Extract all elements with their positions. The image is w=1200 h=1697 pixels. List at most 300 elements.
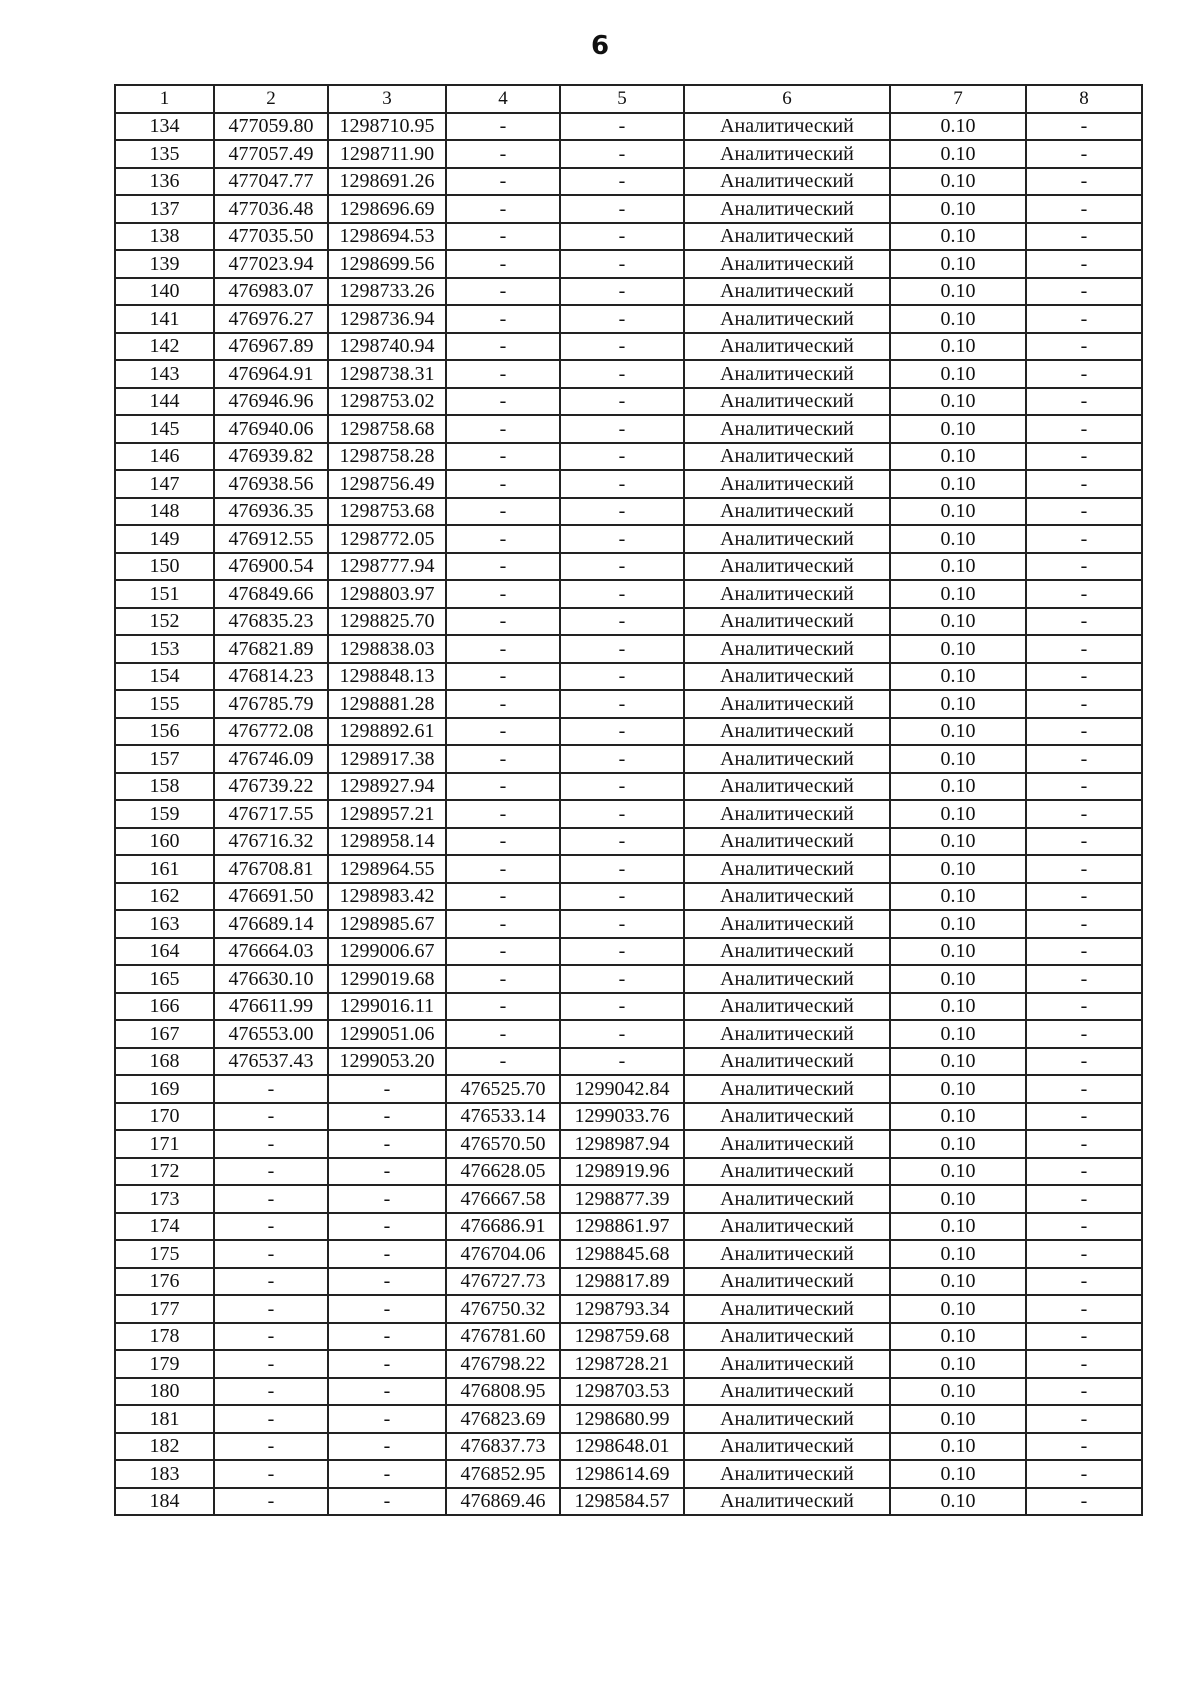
cell-note: - <box>1026 195 1142 223</box>
cell-accuracy: 0.10 <box>890 608 1026 636</box>
cell-x-coordinate-b: - <box>446 223 560 251</box>
cell-x-coordinate-a: 476553.00 <box>214 1020 328 1048</box>
cell-method: Аналитический <box>684 333 890 361</box>
cell-point-number: 178 <box>115 1323 214 1351</box>
cell-x-coordinate-a: 476967.89 <box>214 333 328 361</box>
cell-y-coordinate-a: - <box>328 1405 446 1433</box>
cell-point-number: 135 <box>115 140 214 168</box>
cell-method: Аналитический <box>684 195 890 223</box>
cell-x-coordinate-a: - <box>214 1240 328 1268</box>
cell-accuracy: 0.10 <box>890 360 1026 388</box>
cell-note: - <box>1026 828 1142 856</box>
cell-point-number: 157 <box>115 745 214 773</box>
cell-point-number: 148 <box>115 498 214 526</box>
cell-y-coordinate-b: - <box>560 305 684 333</box>
column-header-8: 8 <box>1026 85 1142 113</box>
cell-method: Аналитический <box>684 883 890 911</box>
cell-y-coordinate-a: - <box>328 1240 446 1268</box>
column-header-5: 5 <box>560 85 684 113</box>
cell-note: - <box>1026 1048 1142 1076</box>
cell-point-number: 158 <box>115 773 214 801</box>
cell-x-coordinate-b: - <box>446 168 560 196</box>
cell-x-coordinate-a: 476537.43 <box>214 1048 328 1076</box>
cell-x-coordinate-b: 476628.05 <box>446 1158 560 1186</box>
cell-y-coordinate-a: 1298848.13 <box>328 663 446 691</box>
cell-accuracy: 0.10 <box>890 938 1026 966</box>
table-row <box>115 1158 1142 1186</box>
cell-y-coordinate-a: 1298758.68 <box>328 415 446 443</box>
cell-note: - <box>1026 443 1142 471</box>
cell-x-coordinate-a: - <box>214 1213 328 1241</box>
cell-point-number: 143 <box>115 360 214 388</box>
cell-x-coordinate-b: 476727.73 <box>446 1268 560 1296</box>
cell-method: Аналитический <box>684 938 890 966</box>
table-row <box>115 1213 1142 1241</box>
cell-y-coordinate-a: 1298753.02 <box>328 388 446 416</box>
cell-note: - <box>1026 1295 1142 1323</box>
cell-x-coordinate-a: 476664.03 <box>214 938 328 966</box>
cell-y-coordinate-b: - <box>560 443 684 471</box>
cell-method: Аналитический <box>684 1460 890 1488</box>
cell-x-coordinate-b: - <box>446 278 560 306</box>
cell-method: Аналитический <box>684 635 890 663</box>
cell-note: - <box>1026 910 1142 938</box>
cell-y-coordinate-a: 1298983.42 <box>328 883 446 911</box>
cell-method: Аналитический <box>684 1240 890 1268</box>
cell-x-coordinate-a: 476940.06 <box>214 415 328 443</box>
cell-x-coordinate-a: 476739.22 <box>214 773 328 801</box>
cell-x-coordinate-b: - <box>446 965 560 993</box>
cell-y-coordinate-b: 1298793.34 <box>560 1295 684 1323</box>
cell-method: Аналитический <box>684 1103 890 1131</box>
cell-x-coordinate-b: - <box>446 333 560 361</box>
cell-accuracy: 0.10 <box>890 1213 1026 1241</box>
cell-accuracy: 0.10 <box>890 965 1026 993</box>
cell-method: Аналитический <box>684 910 890 938</box>
cell-note: - <box>1026 773 1142 801</box>
cell-y-coordinate-b: 1298584.57 <box>560 1488 684 1516</box>
cell-x-coordinate-b: 476823.69 <box>446 1405 560 1433</box>
cell-y-coordinate-b: - <box>560 855 684 883</box>
cell-y-coordinate-b: - <box>560 470 684 498</box>
table-row <box>115 250 1142 278</box>
column-header-1: 1 <box>115 85 214 113</box>
cell-x-coordinate-a: 476746.09 <box>214 745 328 773</box>
cell-y-coordinate-b: - <box>560 1020 684 1048</box>
cell-accuracy: 0.10 <box>890 195 1026 223</box>
cell-accuracy: 0.10 <box>890 388 1026 416</box>
cell-point-number: 142 <box>115 333 214 361</box>
table-row <box>115 1048 1142 1076</box>
cell-y-coordinate-a: 1298699.56 <box>328 250 446 278</box>
table-row <box>115 1405 1142 1433</box>
cell-note: - <box>1026 168 1142 196</box>
cell-y-coordinate-b: - <box>560 113 684 141</box>
cell-x-coordinate-a: 476900.54 <box>214 553 328 581</box>
cell-method: Аналитический <box>684 690 890 718</box>
cell-y-coordinate-b: - <box>560 965 684 993</box>
cell-y-coordinate-a: - <box>328 1103 446 1131</box>
cell-y-coordinate-a: - <box>328 1488 446 1516</box>
cell-y-coordinate-a: 1298957.21 <box>328 800 446 828</box>
cell-point-number: 149 <box>115 525 214 553</box>
table-row <box>115 113 1142 141</box>
table-row <box>115 1103 1142 1131</box>
cell-method: Аналитический <box>684 250 890 278</box>
cell-y-coordinate-a: - <box>328 1460 446 1488</box>
cell-x-coordinate-a: - <box>214 1268 328 1296</box>
cell-y-coordinate-b: - <box>560 745 684 773</box>
cell-method: Аналитический <box>684 415 890 443</box>
cell-x-coordinate-a: - <box>214 1185 328 1213</box>
cell-accuracy: 0.10 <box>890 718 1026 746</box>
cell-point-number: 172 <box>115 1158 214 1186</box>
cell-method: Аналитический <box>684 1268 890 1296</box>
cell-x-coordinate-b: - <box>446 938 560 966</box>
cell-note: - <box>1026 718 1142 746</box>
cell-note: - <box>1026 1460 1142 1488</box>
cell-note: - <box>1026 1323 1142 1351</box>
cell-x-coordinate-b: 476704.06 <box>446 1240 560 1268</box>
cell-accuracy: 0.10 <box>890 1488 1026 1516</box>
table-row <box>115 580 1142 608</box>
table-row <box>115 938 1142 966</box>
cell-x-coordinate-b: - <box>446 553 560 581</box>
table-row <box>115 910 1142 938</box>
cell-y-coordinate-a: 1298733.26 <box>328 278 446 306</box>
cell-note: - <box>1026 580 1142 608</box>
table-row <box>115 553 1142 581</box>
cell-x-coordinate-b: - <box>446 360 560 388</box>
cell-method: Аналитический <box>684 800 890 828</box>
cell-y-coordinate-a: 1298696.69 <box>328 195 446 223</box>
cell-accuracy: 0.10 <box>890 1103 1026 1131</box>
cell-point-number: 175 <box>115 1240 214 1268</box>
column-header-7: 7 <box>890 85 1026 113</box>
cell-method: Аналитический <box>684 360 890 388</box>
cell-y-coordinate-a: 1298825.70 <box>328 608 446 636</box>
cell-point-number: 167 <box>115 1020 214 1048</box>
cell-y-coordinate-b: - <box>560 250 684 278</box>
cell-y-coordinate-a: - <box>328 1213 446 1241</box>
cell-accuracy: 0.10 <box>890 1048 1026 1076</box>
table-row <box>115 388 1142 416</box>
cell-point-number: 156 <box>115 718 214 746</box>
table-row <box>115 883 1142 911</box>
cell-x-coordinate-a: - <box>214 1075 328 1103</box>
cell-note: - <box>1026 525 1142 553</box>
cell-x-coordinate-a: - <box>214 1323 328 1351</box>
cell-x-coordinate-b: 476667.58 <box>446 1185 560 1213</box>
cell-y-coordinate-b: 1298728.21 <box>560 1350 684 1378</box>
cell-method: Аналитический <box>684 1433 890 1461</box>
cell-y-coordinate-b: - <box>560 690 684 718</box>
cell-accuracy: 0.10 <box>890 1240 1026 1268</box>
table-row <box>115 1433 1142 1461</box>
cell-x-coordinate-a: 476785.79 <box>214 690 328 718</box>
table-row <box>115 690 1142 718</box>
cell-x-coordinate-b: 476525.70 <box>446 1075 560 1103</box>
cell-x-coordinate-a: 477059.80 <box>214 113 328 141</box>
cell-x-coordinate-b: 476570.50 <box>446 1130 560 1158</box>
cell-y-coordinate-a: 1298777.94 <box>328 553 446 581</box>
coordinates-table <box>114 84 1143 1516</box>
cell-note: - <box>1026 883 1142 911</box>
cell-note: - <box>1026 965 1142 993</box>
cell-x-coordinate-a: 477047.77 <box>214 168 328 196</box>
cell-y-coordinate-a: - <box>328 1323 446 1351</box>
cell-x-coordinate-b: 476837.73 <box>446 1433 560 1461</box>
table-row <box>115 1185 1142 1213</box>
cell-y-coordinate-b: - <box>560 525 684 553</box>
column-header-4: 4 <box>446 85 560 113</box>
cell-accuracy: 0.10 <box>890 498 1026 526</box>
cell-accuracy: 0.10 <box>890 663 1026 691</box>
cell-y-coordinate-b: - <box>560 388 684 416</box>
cell-point-number: 140 <box>115 278 214 306</box>
cell-y-coordinate-b: - <box>560 883 684 911</box>
table-row <box>115 1460 1142 1488</box>
cell-method: Аналитический <box>684 388 890 416</box>
cell-x-coordinate-a: 476976.27 <box>214 305 328 333</box>
cell-y-coordinate-b: 1299042.84 <box>560 1075 684 1103</box>
cell-x-coordinate-b: - <box>446 1048 560 1076</box>
cell-point-number: 150 <box>115 553 214 581</box>
cell-x-coordinate-a: 476772.08 <box>214 718 328 746</box>
cell-y-coordinate-b: - <box>560 773 684 801</box>
cell-note: - <box>1026 635 1142 663</box>
cell-y-coordinate-a: 1298740.94 <box>328 333 446 361</box>
cell-y-coordinate-a: - <box>328 1295 446 1323</box>
cell-x-coordinate-b: - <box>446 113 560 141</box>
cell-y-coordinate-a: 1298917.38 <box>328 745 446 773</box>
cell-point-number: 166 <box>115 993 214 1021</box>
table-row <box>115 608 1142 636</box>
cell-x-coordinate-b: - <box>446 855 560 883</box>
cell-point-number: 179 <box>115 1350 214 1378</box>
cell-x-coordinate-b: - <box>446 608 560 636</box>
cell-point-number: 146 <box>115 443 214 471</box>
cell-method: Аналитический <box>684 608 890 636</box>
cell-method: Аналитический <box>684 498 890 526</box>
cell-x-coordinate-a: 476716.32 <box>214 828 328 856</box>
cell-accuracy: 0.10 <box>890 1350 1026 1378</box>
cell-x-coordinate-b: - <box>446 1020 560 1048</box>
cell-y-coordinate-a: 1298985.67 <box>328 910 446 938</box>
cell-accuracy: 0.10 <box>890 140 1026 168</box>
table-row <box>115 415 1142 443</box>
cell-y-coordinate-b: 1298987.94 <box>560 1130 684 1158</box>
cell-x-coordinate-a: - <box>214 1158 328 1186</box>
cell-x-coordinate-b: - <box>446 690 560 718</box>
cell-note: - <box>1026 1213 1142 1241</box>
cell-point-number: 147 <box>115 470 214 498</box>
cell-y-coordinate-b: - <box>560 718 684 746</box>
cell-y-coordinate-a: 1298691.26 <box>328 168 446 196</box>
cell-y-coordinate-b: 1298703.53 <box>560 1378 684 1406</box>
cell-note: - <box>1026 1240 1142 1268</box>
cell-x-coordinate-a: - <box>214 1488 328 1516</box>
cell-x-coordinate-a: 476964.91 <box>214 360 328 388</box>
cell-method: Аналитический <box>684 718 890 746</box>
cell-note: - <box>1026 1488 1142 1516</box>
cell-x-coordinate-b: - <box>446 470 560 498</box>
cell-point-number: 176 <box>115 1268 214 1296</box>
cell-y-coordinate-a: - <box>328 1075 446 1103</box>
cell-x-coordinate-a: 476983.07 <box>214 278 328 306</box>
cell-y-coordinate-a: - <box>328 1185 446 1213</box>
cell-x-coordinate-b: - <box>446 828 560 856</box>
cell-x-coordinate-b: 476852.95 <box>446 1460 560 1488</box>
cell-accuracy: 0.10 <box>890 1130 1026 1158</box>
cell-note: - <box>1026 663 1142 691</box>
cell-point-number: 153 <box>115 635 214 663</box>
cell-y-coordinate-b: - <box>560 223 684 251</box>
cell-accuracy: 0.10 <box>890 250 1026 278</box>
cell-y-coordinate-a: 1299006.67 <box>328 938 446 966</box>
cell-x-coordinate-a: 476835.23 <box>214 608 328 636</box>
cell-y-coordinate-b: 1298817.89 <box>560 1268 684 1296</box>
cell-note: - <box>1026 1075 1142 1103</box>
header-row <box>115 85 1142 113</box>
cell-accuracy: 0.10 <box>890 1075 1026 1103</box>
cell-y-coordinate-a: 1298892.61 <box>328 718 446 746</box>
table-body <box>115 113 1142 1516</box>
cell-y-coordinate-b: - <box>560 333 684 361</box>
cell-accuracy: 0.10 <box>890 168 1026 196</box>
cell-y-coordinate-b: - <box>560 1048 684 1076</box>
cell-note: - <box>1026 1405 1142 1433</box>
cell-y-coordinate-b: - <box>560 608 684 636</box>
table-row <box>115 305 1142 333</box>
cell-x-coordinate-a: - <box>214 1295 328 1323</box>
cell-note: - <box>1026 938 1142 966</box>
cell-accuracy: 0.10 <box>890 580 1026 608</box>
cell-x-coordinate-b: 476781.60 <box>446 1323 560 1351</box>
cell-point-number: 152 <box>115 608 214 636</box>
cell-y-coordinate-b: - <box>560 993 684 1021</box>
cell-y-coordinate-b: 1298648.01 <box>560 1433 684 1461</box>
cell-note: - <box>1026 278 1142 306</box>
cell-note: - <box>1026 415 1142 443</box>
cell-y-coordinate-b: - <box>560 828 684 856</box>
cell-note: - <box>1026 360 1142 388</box>
table-row <box>115 140 1142 168</box>
cell-point-number: 183 <box>115 1460 214 1488</box>
cell-x-coordinate-b: - <box>446 388 560 416</box>
cell-x-coordinate-b: 476533.14 <box>446 1103 560 1131</box>
table-row <box>115 525 1142 553</box>
table-header <box>115 85 1142 113</box>
cell-accuracy: 0.10 <box>890 1295 1026 1323</box>
cell-method: Аналитический <box>684 1378 890 1406</box>
cell-x-coordinate-b: - <box>446 635 560 663</box>
table-row <box>115 635 1142 663</box>
cell-accuracy: 0.10 <box>890 745 1026 773</box>
cell-x-coordinate-a: - <box>214 1103 328 1131</box>
cell-method: Аналитический <box>684 140 890 168</box>
cell-y-coordinate-b: - <box>560 800 684 828</box>
cell-method: Аналитический <box>684 965 890 993</box>
cell-point-number: 168 <box>115 1048 214 1076</box>
table-row <box>115 195 1142 223</box>
cell-accuracy: 0.10 <box>890 553 1026 581</box>
cell-method: Аналитический <box>684 773 890 801</box>
cell-y-coordinate-a: 1299053.20 <box>328 1048 446 1076</box>
table-row <box>115 1268 1142 1296</box>
cell-y-coordinate-b: - <box>560 635 684 663</box>
cell-method: Аналитический <box>684 553 890 581</box>
cell-x-coordinate-a: 476689.14 <box>214 910 328 938</box>
cell-method: Аналитический <box>684 113 890 141</box>
cell-x-coordinate-b: - <box>446 993 560 1021</box>
table-row <box>115 333 1142 361</box>
cell-accuracy: 0.10 <box>890 690 1026 718</box>
cell-x-coordinate-b: - <box>446 443 560 471</box>
cell-y-coordinate-a: 1299051.06 <box>328 1020 446 1048</box>
cell-note: - <box>1026 498 1142 526</box>
cell-accuracy: 0.10 <box>890 305 1026 333</box>
cell-x-coordinate-b: - <box>446 663 560 691</box>
cell-accuracy: 0.10 <box>890 1323 1026 1351</box>
page-number: 6 <box>590 31 610 61</box>
cell-accuracy: 0.10 <box>890 223 1026 251</box>
cell-accuracy: 0.10 <box>890 113 1026 141</box>
cell-y-coordinate-b: 1298845.68 <box>560 1240 684 1268</box>
cell-x-coordinate-a: 476717.55 <box>214 800 328 828</box>
cell-method: Аналитический <box>684 470 890 498</box>
cell-point-number: 154 <box>115 663 214 691</box>
cell-x-coordinate-b: 476750.32 <box>446 1295 560 1323</box>
cell-x-coordinate-a: - <box>214 1433 328 1461</box>
cell-y-coordinate-a: - <box>328 1268 446 1296</box>
cell-method: Аналитический <box>684 278 890 306</box>
cell-y-coordinate-a: 1298881.28 <box>328 690 446 718</box>
cell-x-coordinate-b: - <box>446 910 560 938</box>
cell-y-coordinate-b: - <box>560 140 684 168</box>
cell-x-coordinate-a: 477023.94 <box>214 250 328 278</box>
cell-point-number: 134 <box>115 113 214 141</box>
table-row <box>115 855 1142 883</box>
cell-y-coordinate-a: 1299019.68 <box>328 965 446 993</box>
cell-note: - <box>1026 690 1142 718</box>
cell-point-number: 174 <box>115 1213 214 1241</box>
cell-accuracy: 0.10 <box>890 1460 1026 1488</box>
table-row <box>115 223 1142 251</box>
cell-accuracy: 0.10 <box>890 333 1026 361</box>
cell-y-coordinate-b: 1299033.76 <box>560 1103 684 1131</box>
cell-point-number: 139 <box>115 250 214 278</box>
cell-method: Аналитический <box>684 305 890 333</box>
cell-point-number: 161 <box>115 855 214 883</box>
cell-point-number: 177 <box>115 1295 214 1323</box>
table-row <box>115 360 1142 388</box>
cell-x-coordinate-b: - <box>446 525 560 553</box>
cell-x-coordinate-a: 476611.99 <box>214 993 328 1021</box>
column-header-6: 6 <box>684 85 890 113</box>
cell-x-coordinate-a: 476821.89 <box>214 635 328 663</box>
cell-x-coordinate-a: 477057.49 <box>214 140 328 168</box>
table-row <box>115 663 1142 691</box>
cell-note: - <box>1026 1433 1142 1461</box>
table-row <box>115 443 1142 471</box>
cell-x-coordinate-b: 476869.46 <box>446 1488 560 1516</box>
cell-y-coordinate-b: - <box>560 168 684 196</box>
table-row <box>115 1020 1142 1048</box>
table-row <box>115 965 1142 993</box>
cell-note: - <box>1026 1185 1142 1213</box>
cell-method: Аналитический <box>684 745 890 773</box>
